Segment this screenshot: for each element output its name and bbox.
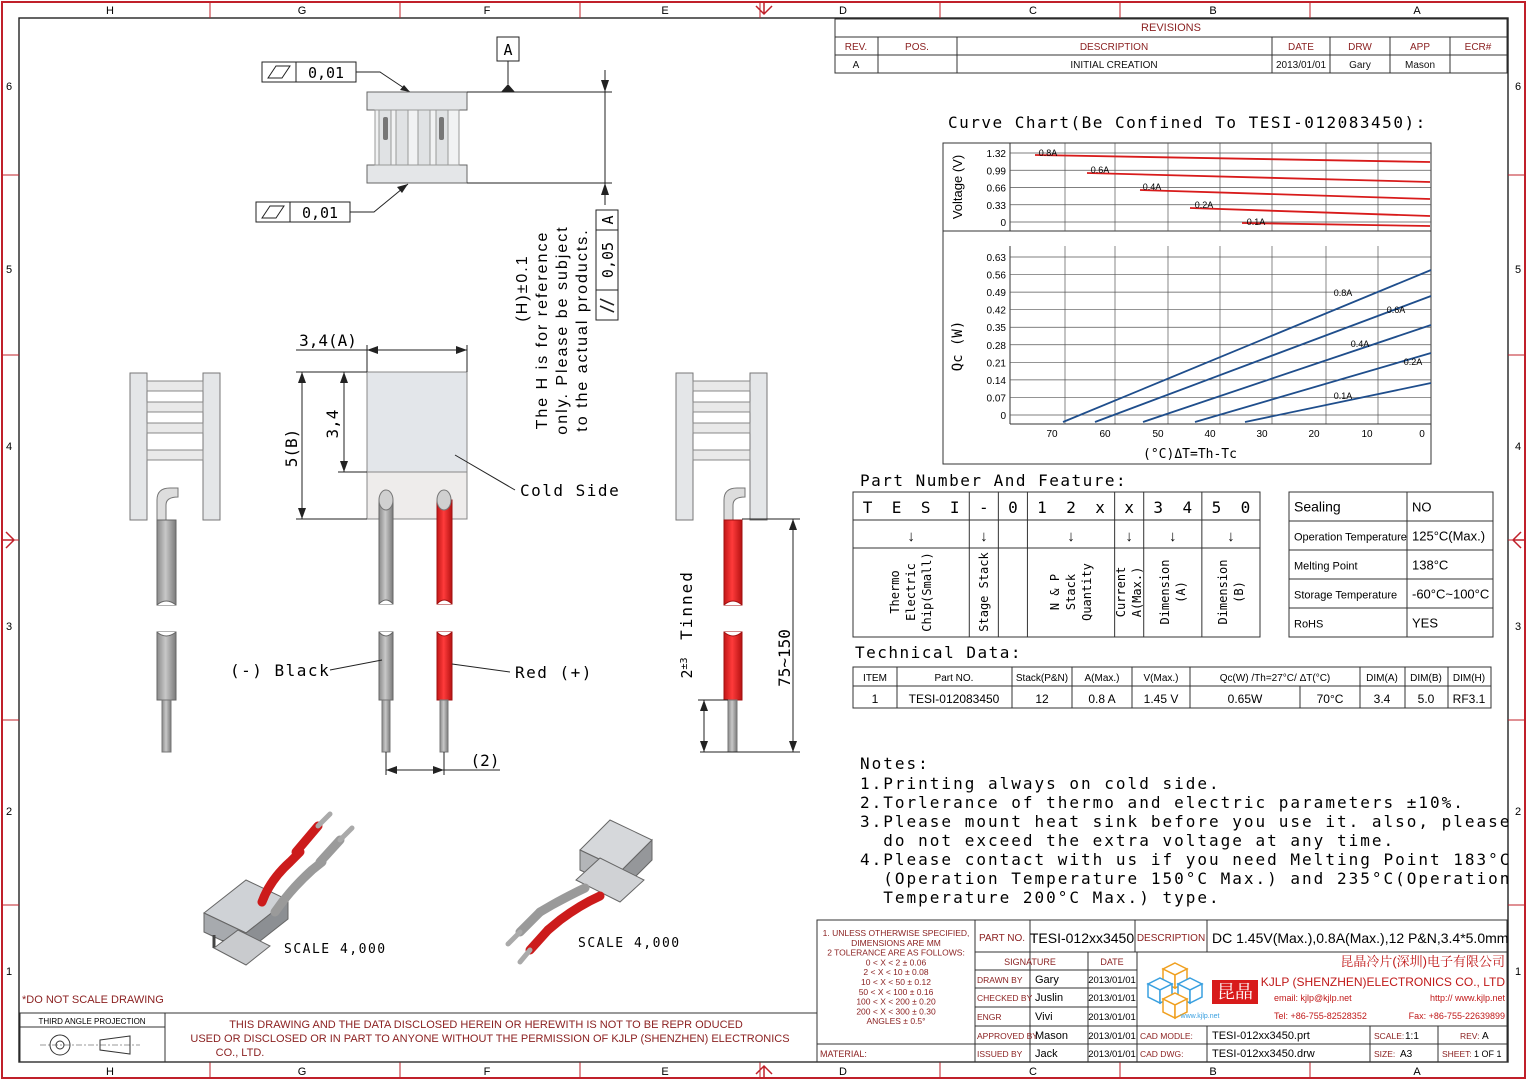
cad-model-value: TESI-012xx3450.prt (1212, 1030, 1310, 1042)
zone-row-right: 2 (1514, 806, 1522, 818)
signer-name: Vivi (1035, 1011, 1053, 1023)
zone-col-top: G (297, 5, 307, 17)
feature-value: YES (1412, 615, 1439, 631)
technical-title: Technical Data: (855, 643, 1022, 662)
pn-char: - (979, 498, 989, 517)
revision-header: REV. (844, 42, 868, 53)
company-cn: 昆晶冷片(深圳)电子有限公司 (1340, 954, 1505, 969)
qc-series-label: 0.4A (1350, 339, 1370, 349)
note-line: 3.Please mount heat sink before you use it. also, please (860, 812, 1512, 831)
qc-tick-label: 0.07 (986, 393, 1006, 405)
zone-col-bottom: B (1209, 1066, 1217, 1078)
company-web: http:// www.kjlp.net (1429, 993, 1505, 1003)
role-label: CHECKED BY (977, 993, 1033, 1003)
pn-char: 5 (1211, 498, 1222, 517)
zone-col-top: D (839, 5, 847, 17)
rev-value: A (1482, 1031, 1489, 1042)
qc-series-label: 0.1A (1333, 391, 1353, 401)
company-fax: Fax: +86-755-22639899 (1408, 1011, 1505, 1021)
company-email: email: kjlp@kjlp.net (1274, 993, 1352, 1003)
tech-cell: 1 (871, 692, 879, 706)
dim-b-label: 5(B) (282, 428, 301, 468)
h-tolerance: (H)±0.1 (514, 254, 531, 322)
notes-list (860, 774, 1511, 907)
zone-row-left: 4 (5, 441, 13, 453)
projection-label: THIRD ANGLE PROJECTION (38, 1017, 146, 1026)
qc-tick-label: 0.14 (986, 375, 1006, 387)
zone-col-top: B (1209, 5, 1217, 17)
red-wire-label: Red (+) (515, 663, 593, 682)
pn-arrow-icon: ↓ (1169, 528, 1177, 545)
datum-label: A (503, 41, 513, 59)
zone-col-top: H (106, 5, 114, 17)
voltage-series-label: 0.1A (1246, 217, 1266, 227)
cad-model-label: CAD MODLE: (1140, 1031, 1193, 1041)
zone-col-top: A (1413, 5, 1421, 17)
qc-tick-label: 0.21 (986, 358, 1006, 370)
zone-row-right: 5 (1514, 264, 1522, 276)
qc-x-tick-label: 30 (1256, 429, 1268, 440)
note-line: 1.Printing always on cold side. (860, 774, 1221, 793)
zone-row-right: 3 (1514, 621, 1522, 633)
zone-col-bottom: D (839, 1066, 847, 1078)
part-no-value: TESI-012xx3450 (1029, 930, 1135, 946)
material-label: MATERIAL: (820, 1049, 867, 1059)
voltage-series-line (1190, 208, 1430, 216)
sign-date: 2013/01/01 (1088, 1012, 1136, 1023)
qc-tick-label: 0.28 (986, 340, 1006, 352)
size-value: A3 (1400, 1049, 1413, 1060)
company-logo-icon (1148, 963, 1258, 1018)
tech-cell: 1.45 V (1143, 692, 1179, 706)
sign-date: 2013/01/01 (1088, 993, 1136, 1004)
tech-header: DIM(H) (1452, 673, 1486, 684)
h-note-line1: The H is for reference (534, 230, 551, 430)
tech-cell: 70°C (1316, 692, 1344, 706)
center-arrow-icon (2, 532, 14, 548)
pn-char: 1 (1037, 498, 1047, 517)
qc-series-line (1095, 296, 1431, 422)
pn-arrow-icon: ↓ (1227, 528, 1235, 545)
pn-group-label: N & P Stack Quantity (1048, 563, 1095, 621)
part-no-label: PART NO. (978, 933, 1026, 944)
pn-char: 0 (1240, 498, 1251, 517)
qc-x-tick-label: 40 (1204, 429, 1216, 440)
voltage-tick-label: 0.33 (986, 200, 1006, 212)
h-note-line3: to the actual products. (574, 228, 591, 432)
feature-value: NO (1412, 499, 1432, 515)
sign-date: 2013/01/01 (1088, 1031, 1136, 1042)
pn-char: 0 (1008, 498, 1018, 517)
title-block (817, 920, 1508, 1062)
qc-tick-label: 0.56 (986, 270, 1006, 282)
note-line: 2.Torlerance of thermo and electric parameters ±10%. (860, 793, 1465, 812)
revision-cell: Mason (1404, 60, 1436, 71)
role-label: ISSUED BY (977, 1049, 1023, 1059)
iso-view-left (204, 814, 387, 965)
dim-34-label: 3,4 (323, 409, 342, 439)
voltage-tick-label: 0 (1000, 218, 1006, 229)
zone-row-left: 1 (5, 966, 13, 978)
h-note-line2: only. Please be subject (554, 225, 571, 435)
revision-header: POS. (905, 42, 929, 53)
qc-x-tick-label: 60 (1099, 429, 1111, 440)
zone-col-top: F (483, 5, 491, 17)
qc-x-tick-label: 20 (1308, 429, 1320, 440)
revision-cell: 2013/01/01 (1275, 60, 1327, 71)
qc-x-tick-label: 70 (1046, 429, 1058, 440)
left-side-view (130, 373, 220, 752)
revisions-table (835, 19, 1507, 73)
tech-cell: 5.0 (1417, 692, 1435, 706)
pn-char: E (891, 498, 902, 517)
feature-table (1289, 492, 1493, 637)
tech-header: Stack(P&N) (1015, 673, 1069, 684)
tolerance-line: ANGLES ± 0.5° (866, 1016, 926, 1027)
flatness-frame-bottom (256, 184, 408, 222)
revision-header: DATE (1288, 42, 1314, 53)
black-wire-label: (-) Black (230, 661, 331, 680)
zone-row-left: 6 (5, 81, 13, 93)
pn-char: T (862, 498, 873, 517)
tech-cell: 3.4 (1373, 692, 1391, 706)
feature-label: Operation Temperature (1294, 531, 1407, 544)
scale-label-right: SCALE 4,000 (578, 936, 681, 951)
flatness-frame-top (262, 62, 410, 92)
zone-col-bottom: A (1413, 1066, 1421, 1078)
sign-date: 2013/01/01 (1088, 975, 1136, 986)
voltage-series-line (1087, 173, 1430, 182)
qc-series-line (1143, 325, 1431, 422)
iso-view-right (508, 820, 681, 962)
qc-tick-label: 0.35 (986, 323, 1006, 335)
voltage-tick-label: 1.32 (986, 149, 1006, 160)
tech-header: DIM(A) (1366, 673, 1398, 684)
revision-cell: INITIAL CREATION (1070, 60, 1158, 71)
feature-label: Storage Temperature (1294, 589, 1398, 602)
qc-x-tick-label: 0 (1419, 429, 1425, 440)
qc-series-line (1245, 383, 1431, 422)
pn-arrow-icon: ↓ (1067, 528, 1075, 545)
voltage-tick-label: 0.66 (986, 183, 1006, 195)
voltage-series-line (1242, 223, 1430, 226)
pn-group-label: Stage Stack (976, 552, 991, 632)
revision-header: DRW (1348, 42, 1372, 53)
qc-chart (950, 246, 1431, 462)
tech-header: Qc(W) /Th=27°C/ ΔT(°C) (1219, 673, 1331, 684)
tolerance-line: 1. UNLESS OTHERWISE SPECIFIED, (822, 928, 970, 938)
qc-x-tick-label: 50 (1152, 429, 1164, 440)
cad-dwg-label: CAD DWG: (1140, 1049, 1184, 1059)
projection-symbol-icon (40, 1035, 140, 1055)
description-label: DESCRIPTION (1136, 933, 1206, 944)
signer-name: Jack (1035, 1048, 1058, 1060)
parallel-value: 0,05 (599, 241, 617, 279)
zone-col-top: E (661, 5, 669, 17)
voltage-series-label: 0.8A (1038, 148, 1058, 158)
qc-tick-label: 0.49 (986, 288, 1006, 300)
pn-char: x (1095, 498, 1105, 517)
tin-length-label (678, 657, 696, 678)
center-arrow-icon (756, 1066, 772, 1078)
tolerance-line: 200 < X < 300 ± 0.30 (856, 1006, 936, 1017)
voltage-series-line (1140, 190, 1430, 199)
zone-col-top: C (1029, 5, 1037, 17)
qc-x-tick-label: 10 (1361, 429, 1373, 440)
zone-row-right: 1 (1514, 966, 1522, 978)
note-line: do not exceed the extra voltage at any time. (860, 831, 1396, 850)
voltage-series-line (1035, 155, 1430, 162)
zone-col-bottom: F (483, 1066, 491, 1078)
zone-row-left: 2 (5, 806, 13, 818)
note-line: 4.Please contact with us if you need Melting Point 183°C (860, 850, 1512, 869)
voltage-ylabel: Voltage (V) (950, 154, 965, 220)
pn-arrow-icon: ↓ (907, 528, 915, 545)
zone-row-right: 6 (1514, 81, 1522, 93)
tolerance-line: 10 < X < 50 ± 0.12 (861, 977, 931, 987)
pn-char: 2 (1066, 498, 1076, 517)
parallel-ref: A (599, 215, 617, 225)
pn-char: x (1124, 498, 1134, 517)
cold-side-label: Cold Side (520, 481, 621, 500)
tech-header: V(Max.) (1143, 673, 1179, 684)
revision-header: DESCRIPTION (1079, 42, 1149, 53)
scale-value: 1:1 (1405, 1031, 1419, 1042)
part-number-title: Part Number And Feature: (860, 471, 1128, 490)
pn-char: S (920, 498, 931, 517)
tech-header: DIM(B) (1410, 673, 1442, 684)
size-label: SIZE: (1374, 1049, 1396, 1059)
part-number-table (853, 492, 1260, 637)
tolerance-line: 2 < X < 10 ± 0.08 (863, 967, 929, 978)
signer-name: Mason (1035, 1030, 1069, 1042)
company-tel: Tel: +86-755-82528352 (1274, 1011, 1367, 1021)
pn-char: 4 (1182, 498, 1193, 517)
signature-label: SIGNATURE (1004, 957, 1056, 967)
feature-value: -60°C~100°C (1412, 586, 1490, 602)
feature-label: RoHS (1294, 618, 1324, 631)
qc-xlabel: (°C)ΔT=Th-Tc (1143, 447, 1237, 462)
cad-dwg-value: TESI-012xx3450.drw (1212, 1048, 1315, 1060)
tech-header: Part NO. (934, 673, 974, 684)
tolerance-line: 100 < X < 200 ± 0.20 (856, 996, 936, 1007)
scale-label-left: SCALE 4,000 (284, 942, 387, 957)
tech-cell: TESI-012083450 (908, 692, 1000, 706)
disclaimer-line2: USED OR DISCLOSED OR IN PART TO ANYONE WITHOUT THE PERMISSION OF KJLP (SHENZHEN) ELECTRONICS (190, 1033, 790, 1045)
revision-header: ECR# (1464, 42, 1492, 53)
voltage-tick-label: 0.99 (986, 166, 1006, 178)
logo-url: www.kjlp.net (1180, 1013, 1220, 1020)
notes-title: Notes: (860, 754, 930, 773)
chart-title: Curve Chart(Be Confined To TESI-012083450): (948, 113, 1427, 132)
datum-triangle (501, 84, 515, 92)
feature-label: Sealing (1294, 498, 1341, 515)
voltage-series-label: 0.4A (1142, 182, 1162, 192)
do-not-scale: *DO NOT SCALE DRAWING (22, 994, 164, 1006)
pn-arrow-icon: ↓ (1125, 528, 1133, 545)
qc-tick-label: 0.63 (986, 253, 1006, 264)
tech-header: A(Max.) (1084, 673, 1120, 684)
signer-name: Gary (1035, 974, 1059, 986)
wire-length-label: 75~150 (775, 629, 794, 687)
zone-col-bottom: G (297, 1066, 307, 1078)
tolerance-line: 50 < X < 100 ± 0.16 (858, 986, 934, 997)
revisions-title: REVISIONS (1141, 22, 1201, 34)
qc-series-label: 0.2A (1403, 357, 1423, 367)
disclaimer-line1: THIS DRAWING AND THE DATA DISCLOSED HEREIN OR HEREWITH IS NOT TO BE REPR ODUCED (229, 1019, 743, 1031)
qc-ylabel: Qc (W) (950, 320, 966, 372)
scale-label: SCALE: (1374, 1031, 1405, 1041)
role-label: ENGR (977, 1012, 1002, 1022)
disclaimer-line3: CO., LTD. (215, 1047, 265, 1059)
tolerance-line: 0 < X < 2 ± 0.06 (865, 957, 927, 968)
pn-char: I (949, 498, 960, 517)
zone-col-bottom: E (661, 1066, 669, 1078)
zone-row-left: 5 (5, 264, 13, 276)
role-label: APPROVED BY (977, 1031, 1038, 1041)
center-arrow-icon (1513, 532, 1525, 548)
flatness-value-bottom: 0,01 (301, 204, 339, 222)
feature-value: 125°C(Max.) (1412, 528, 1486, 544)
pn-group-label: Dimension (B) (1215, 559, 1246, 625)
tech-cell: 0.8 A (1088, 692, 1116, 706)
technical-table (853, 667, 1491, 708)
qc-series-label: 0.6A (1386, 305, 1406, 315)
flatness-value-top: 0,01 (307, 64, 345, 82)
voltage-series-label: 0.6A (1090, 165, 1110, 175)
qc-tick-label: 0 (1000, 411, 1006, 422)
pn-arrow-icon: ↓ (980, 528, 988, 545)
pn-group-label: Current A(Max.) (1114, 566, 1145, 618)
role-label: DRAWN BY (977, 975, 1023, 985)
qc-series-line (1195, 353, 1431, 422)
revision-header: APP (1409, 42, 1431, 53)
description-value: DC 1.45V(Max.),0.8A(Max.),12 P&N,3.4*5.0mm (1212, 930, 1509, 946)
tech-cell: 12 (1035, 692, 1049, 706)
tinned-label: Tinned (677, 570, 696, 640)
tolerance-line: 2 TOLERANCE ARE AS FOLLOWS: (827, 947, 965, 958)
center-arrow-icon (756, 2, 772, 14)
voltage-chart (943, 143, 1431, 464)
tin-length-tolerance: ±3 (678, 657, 690, 670)
right-side-view (676, 373, 800, 752)
feature-label: Melting Point (1294, 560, 1358, 573)
revision-cell: A (852, 60, 860, 71)
logo-cn-glyph: 昆晶 (1217, 982, 1253, 1002)
rev-label: REV: (1460, 1031, 1480, 1041)
feature-value: 138°C (1412, 557, 1449, 573)
note-line: Temperature 200°C Max.) type. (860, 888, 1221, 907)
signer-name: Juslin (1035, 992, 1064, 1004)
tech-header: ITEM (863, 673, 887, 684)
dim-a-label: 3,4(A) (299, 331, 357, 350)
pitch-label: (2) (470, 751, 500, 770)
qc-series-line (1063, 270, 1431, 422)
qc-tick-label: 0.42 (986, 305, 1006, 317)
revision-cell: Gary (1349, 60, 1371, 71)
zone-col-bottom: C (1029, 1066, 1037, 1078)
sign-date: 2013/01/01 (1088, 1049, 1136, 1060)
zone-col-bottom: H (106, 1066, 114, 1078)
pn-char: 3 (1153, 498, 1164, 517)
voltage-series-label: 0.2A (1194, 200, 1214, 210)
pn-group-label: Dimension (A) (1157, 559, 1188, 625)
note-line: (Operation Temperature 150°C Max.) and 235°C(Operation (860, 869, 1512, 888)
company-en: KJLP (SHENZHEN)ELECTRONICS CO., LTD (1260, 975, 1505, 989)
tolerance-line: DIMENSIONS ARE MM (851, 937, 941, 948)
sheet-label: SHEET: (1442, 1049, 1472, 1059)
pn-group-label: Thermo Electric Chip(Small) (888, 552, 935, 632)
qc-series-label: 0.8A (1333, 288, 1353, 298)
zone-row-left: 3 (5, 621, 13, 633)
tin-length-base: 2 (678, 669, 696, 679)
zone-row-right: 4 (1514, 441, 1522, 453)
tech-cell: RF3.1 (1452, 692, 1486, 706)
sheet-value: 1 OF 1 (1474, 1049, 1502, 1059)
date-label: DATE (1100, 957, 1124, 967)
tech-cell: 0.65W (1227, 692, 1263, 706)
